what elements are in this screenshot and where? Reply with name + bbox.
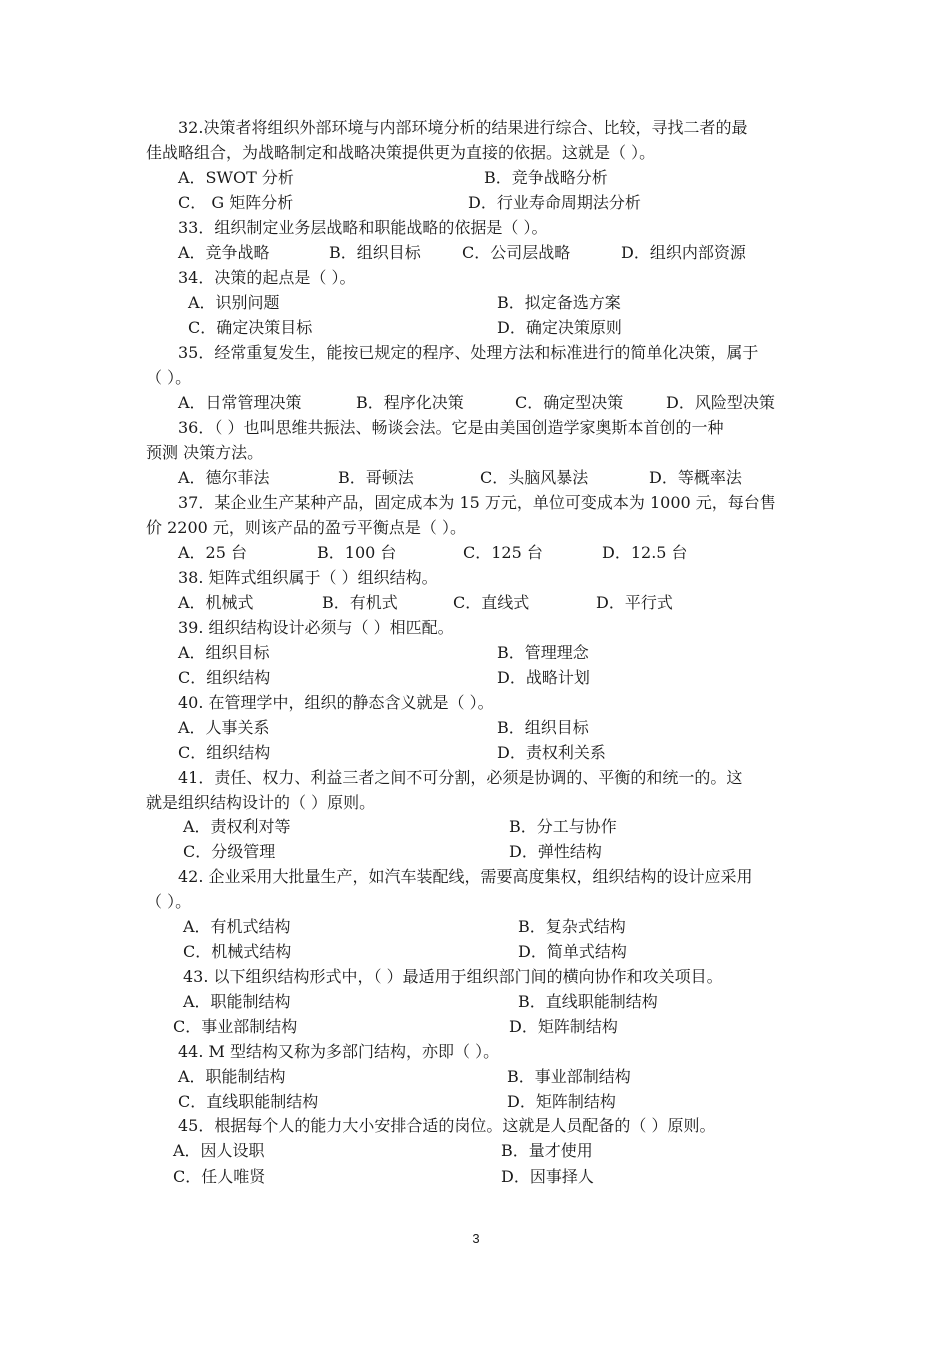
q38-option-a: A．机械式 <box>178 593 254 612</box>
q42-stem-line1: 42. 企业采用大批量生产，如汽车装配线，需要高度集权，组织结构的设计应采用 <box>178 867 753 886</box>
q42-option-c: C．机械式结构 <box>183 942 292 961</box>
q44-option-c: C．直线职能制结构 <box>178 1092 319 1111</box>
q35-option-b: B．程序化决策 <box>356 393 464 412</box>
q44-stem: 44. M 型结构又称为多部门结构，亦即（ ）。 <box>178 1042 500 1061</box>
q35-option-c: C．确定型决策 <box>515 393 624 412</box>
q36-option-b: B．哥顿法 <box>338 468 414 487</box>
q43-option-c: C．事业部制结构 <box>173 1017 298 1036</box>
q38-option-b: B．有机式 <box>322 593 398 612</box>
q37-option-d: D．12.5 台 <box>602 543 688 562</box>
q34-option-b: B．拟定备选方案 <box>497 293 621 312</box>
q43-option-a: A．职能制结构 <box>183 992 291 1011</box>
q40-option-a: A．人事关系 <box>178 718 270 737</box>
q40-stem: 40. 在管理学中，组织的静态含义就是（ ）。 <box>178 693 494 712</box>
q36-option-d: D．等概率法 <box>649 468 742 487</box>
q39-option-b: B．管理理念 <box>497 643 589 662</box>
q45-option-c: C．任人唯贤 <box>173 1167 266 1186</box>
q33-option-b: B．组织目标 <box>329 243 421 262</box>
q32-option-a: A．SWOT 分析 <box>178 168 294 187</box>
q34-option-a: A．识别问题 <box>188 293 280 312</box>
q40-option-d: D．责权利关系 <box>497 743 606 762</box>
q40-option-c: C．组织结构 <box>178 743 271 762</box>
q34-option-d: D．确定决策原则 <box>497 318 622 337</box>
q32-option-c: C． G 矩阵分析 <box>178 193 294 212</box>
q36-stem-line2: 预测 决策方法。 <box>146 443 264 462</box>
q41-stem-line1: 41．责任、权力、利益三者之间不可分割，必须是协调的、平衡的和统一的。这 <box>178 768 743 787</box>
q40-option-b: B．组织目标 <box>497 718 589 737</box>
q37-option-a: A．25 台 <box>178 543 248 562</box>
q43-option-d: D．矩阵制结构 <box>509 1017 618 1036</box>
q36-option-c: C．头脑风暴法 <box>480 468 589 487</box>
q41-stem-line2: 就是组织结构设计的（ ）原则。 <box>146 793 376 812</box>
q37-stem-line1: 37．某企业生产某种产品，固定成本为 15 万元，单位可变成本为 1000 元，每台售 <box>178 493 776 512</box>
q37-stem-line2: 价 2200 元，则该产品的盈亏平衡点是（ ）。 <box>146 518 466 537</box>
q39-option-a: A．组织目标 <box>178 643 270 662</box>
q43-stem: 43. 以下组织结构形式中，（ ）最适用于组织部门间的横向协作和攻关项目。 <box>183 967 723 986</box>
q36-option-a: A．德尔菲法 <box>178 468 270 487</box>
q44-option-b: B．事业部制结构 <box>507 1067 631 1086</box>
q32-option-d: D．行业寿命周期法分析 <box>468 193 641 212</box>
q37-option-b: B．100 台 <box>317 543 397 562</box>
q45-option-d: D．因事择人 <box>501 1167 594 1186</box>
q45-option-b: B．量才使用 <box>501 1141 593 1160</box>
q35-stem-line1: 35．经常重复发生，能按已规定的程序、处理方法和标准进行的简单化决策，属于 <box>178 343 759 362</box>
q37-option-c: C．125 台 <box>463 543 543 562</box>
q32-stem-line2: 佳战略组合，为战略制定和战略决策提供更为直接的依据。这就是（ ）。 <box>146 143 656 162</box>
q42-option-a: A．有机式结构 <box>183 917 291 936</box>
q32-stem-line1: 32.决策者将组织外部环境与内部环境分析的结果进行综合、比较，寻找二者的最 <box>178 118 748 137</box>
q41-option-b: B．分工与协作 <box>509 817 617 836</box>
q38-option-d: D．平行式 <box>596 593 673 612</box>
q42-option-b: B．复杂式结构 <box>518 917 626 936</box>
q32-option-b: B．竞争战略分析 <box>484 168 608 187</box>
q42-stem-line2: （ ）。 <box>146 892 192 911</box>
q39-option-c: C．组织结构 <box>178 668 271 687</box>
q35-option-a: A．日常管理决策 <box>178 393 302 412</box>
q39-option-d: D．战略计划 <box>497 668 590 687</box>
q38-stem: 38. 矩阵式组织属于（ ）组织结构。 <box>178 568 438 587</box>
q35-stem-line2: （ ）。 <box>146 368 192 387</box>
q34-stem: 34．决策的起点是（ ）。 <box>178 268 356 287</box>
q41-option-a: A．责权利对等 <box>183 817 291 836</box>
q43-option-b: B．直线职能制结构 <box>518 992 658 1011</box>
q44-option-a: A．职能制结构 <box>178 1067 286 1086</box>
q45-option-a: A．因人设职 <box>173 1141 265 1160</box>
q33-option-a: A．竞争战略 <box>178 243 270 262</box>
q44-option-d: D．矩阵制结构 <box>507 1092 616 1111</box>
q33-option-c: C．公司层战略 <box>462 243 571 262</box>
q36-stem-line1: 36．（ ）也叫思维共振法、畅谈会法。它是由美国创造学家奥斯本首创的一种 <box>178 418 724 437</box>
q45-stem: 45．根据每个人的能力大小安排合适的岗位。这就是人员配备的（ ）原则。 <box>178 1116 716 1135</box>
q41-option-d: D．弹性结构 <box>509 842 602 861</box>
q35-option-d: D．风险型决策 <box>666 393 775 412</box>
q42-option-d: D．简单式结构 <box>518 942 627 961</box>
q34-option-c: C．确定决策目标 <box>188 318 313 337</box>
q38-option-c: C．直线式 <box>453 593 530 612</box>
q39-stem: 39. 组织结构设计必须与（ ）相匹配。 <box>178 618 454 637</box>
q33-stem: 33．组织制定业务层战略和职能战略的依据是（ ）。 <box>178 218 548 237</box>
page-number: 3 <box>472 1231 480 1246</box>
q41-option-c: C．分级管理 <box>183 842 276 861</box>
q33-option-d: D．组织内部资源 <box>621 243 746 262</box>
